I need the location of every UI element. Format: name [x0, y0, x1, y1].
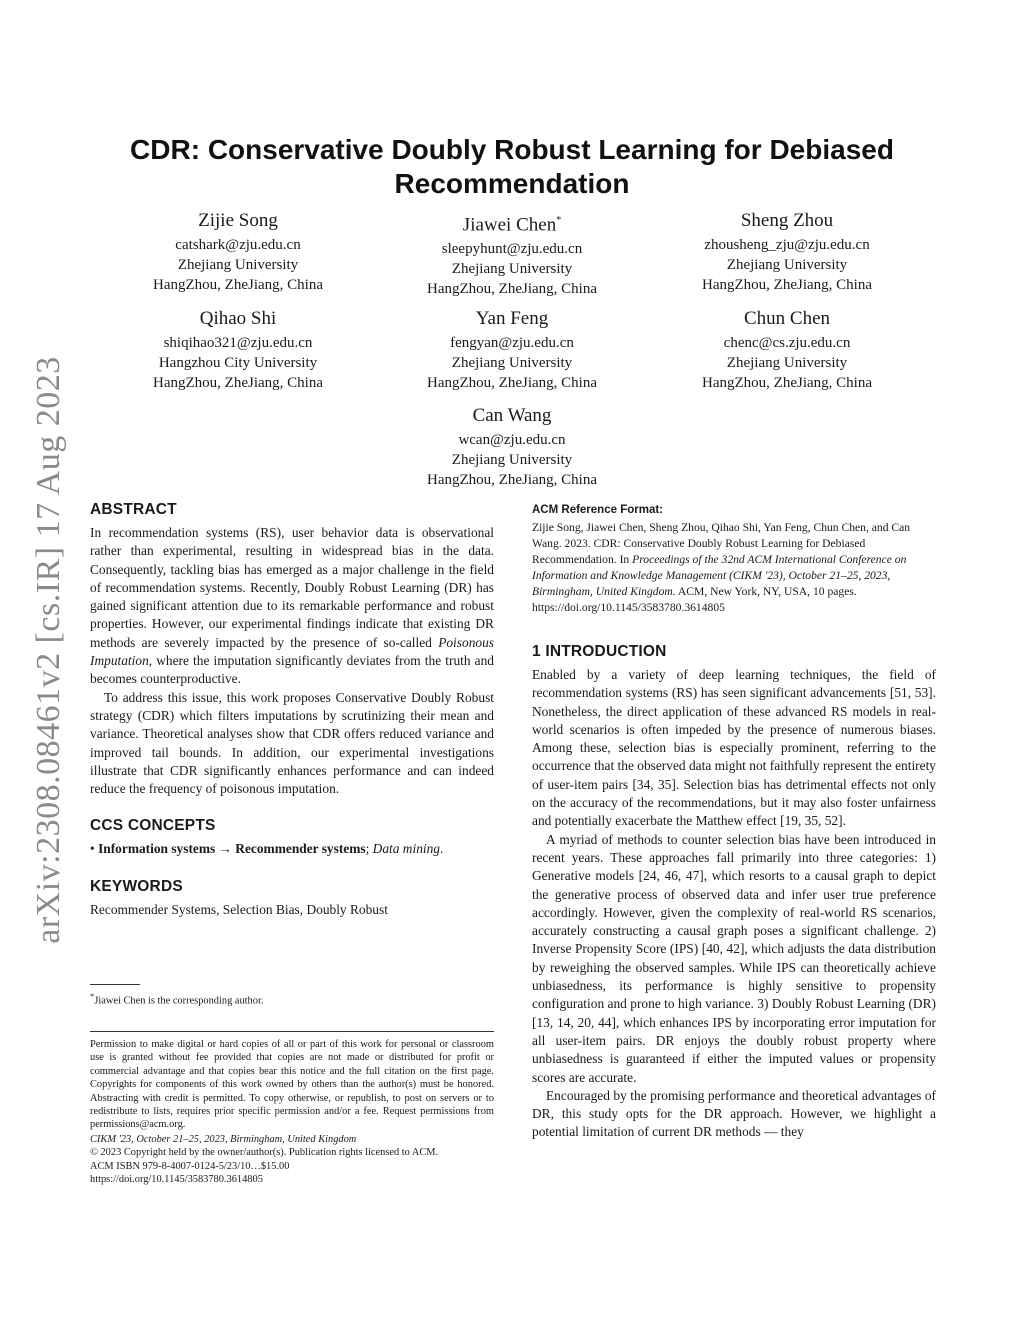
author-block	[88, 307, 388, 393]
author-block	[637, 209, 937, 295]
author-name: Sheng Zhou	[740, 210, 834, 231]
ccs-concepts: • Information systems → Recommender systems; Data mining.	[90, 841, 444, 857]
footnote-rule	[90, 984, 140, 985]
arxiv-stamp	[32, 350, 66, 950]
acm-reference-text: Zijie Song, Jiawei Chen, Sheng Zhou, Qihao Shi, Yan Feng, Chun Chen, and Can Wang. 2023. CDR: Conservative Doubly Robust Learning for Debiased Recommendation. In Proceedings of the 32nd ACM International Conference on Information and Knowledge Management (CIKM '23), October 21–25, 2023, Birmingham, United Kingdom. ACM, New York, NY, USA, 10 pages. https://doi.org/10.1145/3583780.3614805	[532, 521, 911, 614]
right-column	[532, 502, 936, 1142]
author-email: wcan@zju.edu.cn	[458, 432, 566, 448]
ccs-heading: CCS CONCEPTS	[90, 817, 216, 835]
arxiv-id: arXiv:2308.08461v2 [cs.IR] 17 Aug 2023	[30, 356, 68, 944]
paper-title: CDR: Conservative Doubly Robust Learning for Debiased Recommendation	[130, 134, 894, 199]
intro-paragraph: Enabled by a variety of deep learning techniques, the field of recommendation systems (RS) has seen significant advancements [51, 53]. Nonetheless, the direct application of these advanced RS models in real-world scenarios is often impeded by the presence of numerous biases. Among these, selection bias is especially prominent, referring to the occurrence that the observed data might not faithfully represent the entirety of user-item pairs [34, 35]. Selection bias has detrimental effects not only on the accuracy of the recommendations, but it may also foster unfairness and potentially exacerbate the Matthew effect [19, 35, 52].	[532, 667, 936, 829]
author-email: zhousheng_zju@zju.edu.cn	[704, 237, 870, 253]
author-name: Jiawei Chen*	[462, 214, 562, 236]
author-block	[637, 307, 937, 393]
author-location: HangZhou, ZheJiang, China	[702, 375, 872, 391]
author-email: shiqihao321@zju.edu.cn	[163, 335, 313, 351]
author-affiliation: Hangzhou City University	[158, 355, 318, 371]
author-location: HangZhou, ZheJiang, China	[427, 375, 597, 391]
keywords-heading: KEYWORDS	[90, 877, 183, 895]
author-affiliation: Zhejiang University	[726, 257, 848, 273]
author-location: HangZhou, ZheJiang, China	[427, 472, 597, 488]
author-email: catshark@zju.edu.cn	[175, 237, 301, 253]
author-name: Chun Chen	[743, 308, 831, 329]
left-column	[90, 500, 494, 919]
venue-line: CIKM '23, October 21–25, 2023, Birmingham, United Kingdom	[90, 1133, 357, 1145]
intro-paragraph: Encouraged by the promising performance and theoretical advantages of DR, this study opts for the DR approach. However, we highlight a potential limitation of current DR methods — they	[532, 1087, 936, 1140]
author-email: sleepyhunt@zju.edu.cn	[441, 241, 583, 258]
author-name: Can Wang	[472, 405, 552, 426]
permission-text: Permission to make digital or hard copies of all or part of this work for personal or classroom use is granted without fee provided that copies are not made or distributed for profit or commercial advantage and that copies bear this notice and the full citation on the first page. Copyrights for components of this work owned by others than the author(s) must be honored. Abstracting with credit is permitted. To copy otherwise, or republish, to post on servers or to redistribute to lists, requires prior specific permission and/or a fee. Request permissions from permissions@acm.org.	[90, 1039, 494, 1131]
isbn-line: ACM ISBN 979-8-4007-0124-5/23/10…$15.00	[90, 1160, 290, 1172]
author-name: Zijie Song	[198, 210, 278, 231]
author-block	[88, 209, 388, 295]
author-affiliation: Zhejiang University	[726, 355, 848, 371]
corresponding-mark: *	[556, 215, 562, 226]
abstract-paragraph: In recommendation systems (RS), user behavior data is observational rather than experimental, resulting in widespread bias in the data. Consequently, tackling bias has emerged as a major challenge in the field of recommendation systems. Recently, Doubly Robust Learning (DR) has gained significant attention due to its remarkable performance and robust properties. However, our experimental findings indicate that existing DR methods are severely impacted by the presence of so-called Poisonous Imputation, where the imputation significantly deviates from the truth and becomes counterproductive.	[90, 525, 494, 687]
author-affiliation: Zhejiang University	[177, 257, 299, 273]
author-location: HangZhou, ZheJiang, China	[153, 277, 323, 293]
author-email: fengyan@zju.edu.cn	[450, 335, 574, 351]
author-block	[362, 209, 662, 299]
doi-link[interactable]: https://doi.org/10.1145/3583780.3614805	[90, 1174, 263, 1186]
author-location: HangZhou, ZheJiang, China	[702, 277, 872, 293]
intro-paragraph: A myriad of methods to counter selection bias have been introduced in recent years. These approaches fall primarily into three categories: 1) Generative models [24, 46, 47], which resorts to a causal graph to depict the generative process of observed data and infer user true preference accordingly. However, given the complexity of real-world RS scenarios, accurately constructing a causal graph poses a significant challenge. 2) Inverse Propensity Score (IPS) [40, 42], which adjusts the data distribution by reweighing the observed samples. While IPS can theoretically achieve unbiasedness, its performance is highly sensitive to propensity configuration and prone to high variance. 3) Doubly Robust Learning (DR) [13, 14, 20, 44], which enhances IPS by incorporating error imputation for all user-item pairs. DR enjoys the doubly robust property where unbiasedness is guaranteed if either the imputed values or propensity scores are accurate.	[532, 831, 936, 1085]
acm-reference-heading: ACM Reference Format:	[532, 504, 663, 516]
author-email: chenc@cs.zju.edu.cn	[723, 335, 851, 351]
introduction-heading: 1 INTRODUCTION	[532, 643, 667, 660]
footnote	[90, 984, 494, 1008]
copyright-line: © 2023 Copyright held by the owner/author(s). Publication rights licensed to ACM.	[90, 1147, 439, 1159]
author-block	[362, 307, 662, 393]
author-location: HangZhou, ZheJiang, China	[427, 281, 597, 298]
author-affiliation: Zhejiang University	[451, 452, 573, 468]
keywords-text: Recommender Systems, Selection Bias, Doubly Robust	[90, 901, 388, 917]
footnote-text: *Jiawei Chen is the corresponding author.	[90, 991, 264, 1007]
permission-block	[90, 1031, 494, 1186]
abstract-heading: ABSTRACT	[90, 501, 177, 518]
abstract-paragraph: To address this issue, this work proposes Conservative Doubly Robust strategy (CDR) which filters imputations by scrutinizing their mean and variance. Theoretical analyses show that CDR offers reduced variance and improved tail bounds. In addition, our experimental investigations illustrate that CDR significantly enhances performance and can indeed reduce the frequency of poisonous imputation.	[90, 689, 494, 797]
author-block	[362, 404, 662, 490]
author-name: Yan Feng	[475, 308, 549, 329]
author-location: HangZhou, ZheJiang, China	[153, 375, 323, 391]
author-affiliation: Zhejiang University	[451, 261, 573, 278]
author-affiliation: Zhejiang University	[451, 355, 573, 371]
permission-rule	[90, 1031, 494, 1032]
author-name: Qihao Shi	[199, 308, 277, 329]
